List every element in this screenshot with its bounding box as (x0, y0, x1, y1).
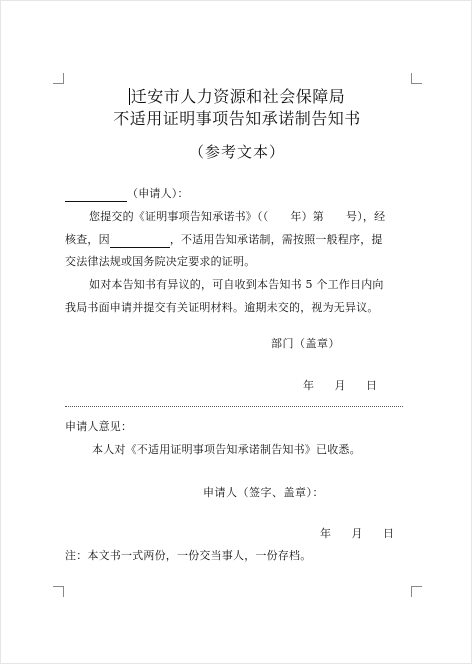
crop-mark-top-left (53, 73, 64, 84)
crop-mark-bottom-right (411, 586, 422, 597)
paragraph-2-line-2: 我局书面申请并提交有关证明材料。逾期未交的，视为无异议。 (65, 301, 379, 314)
paragraph-1-line-1: 您提交的《证明事项告知承诺书》（（ 年）第 号），经 (89, 210, 386, 223)
section-divider (65, 406, 403, 407)
applicant-date: 年 月 日 (320, 527, 395, 540)
crop-mark-top-right (411, 73, 422, 84)
applicant-signature-label: 申请人（签字、盖章）： (203, 486, 324, 499)
paragraph-2-line-1: 如对本告知书有异议的，可自收到本告知书 5 个工作日内向 (89, 278, 384, 291)
applicant-opinion-heading: 申请人意见： (65, 420, 133, 433)
issuing-department: 部门（盖章） (271, 337, 340, 350)
document-subtitle: （参考文本） (188, 143, 285, 161)
addressee-line (65, 185, 189, 202)
reason-blank (110, 234, 170, 248)
text-cursor (129, 88, 130, 105)
footnote: 注：本文书一式两份，一份交当事人，一份存档。 (65, 549, 312, 562)
document-title-line2: 不适用证明事项告知承诺制告知书 (113, 109, 361, 128)
paragraph-1-line-2: 核查，因 ，不适用告知承诺制，需按照一般程序，提 (65, 233, 383, 246)
addressee-label: （申请人）： (127, 187, 189, 200)
issuer-date: 年 月 日 (303, 379, 378, 392)
addressee-blank (65, 188, 127, 202)
crop-mark-bottom-left (53, 586, 64, 597)
document-title-line1[interactable]: 迁安市人力资源和社会保障局 (130, 87, 346, 106)
applicant-acknowledgement: 本人对《不适用证明事项告知承诺制告知书》已收悉。 (92, 443, 361, 456)
paragraph-1-line-3: 交法律法规或国务院决定要求的证明。 (65, 255, 256, 268)
